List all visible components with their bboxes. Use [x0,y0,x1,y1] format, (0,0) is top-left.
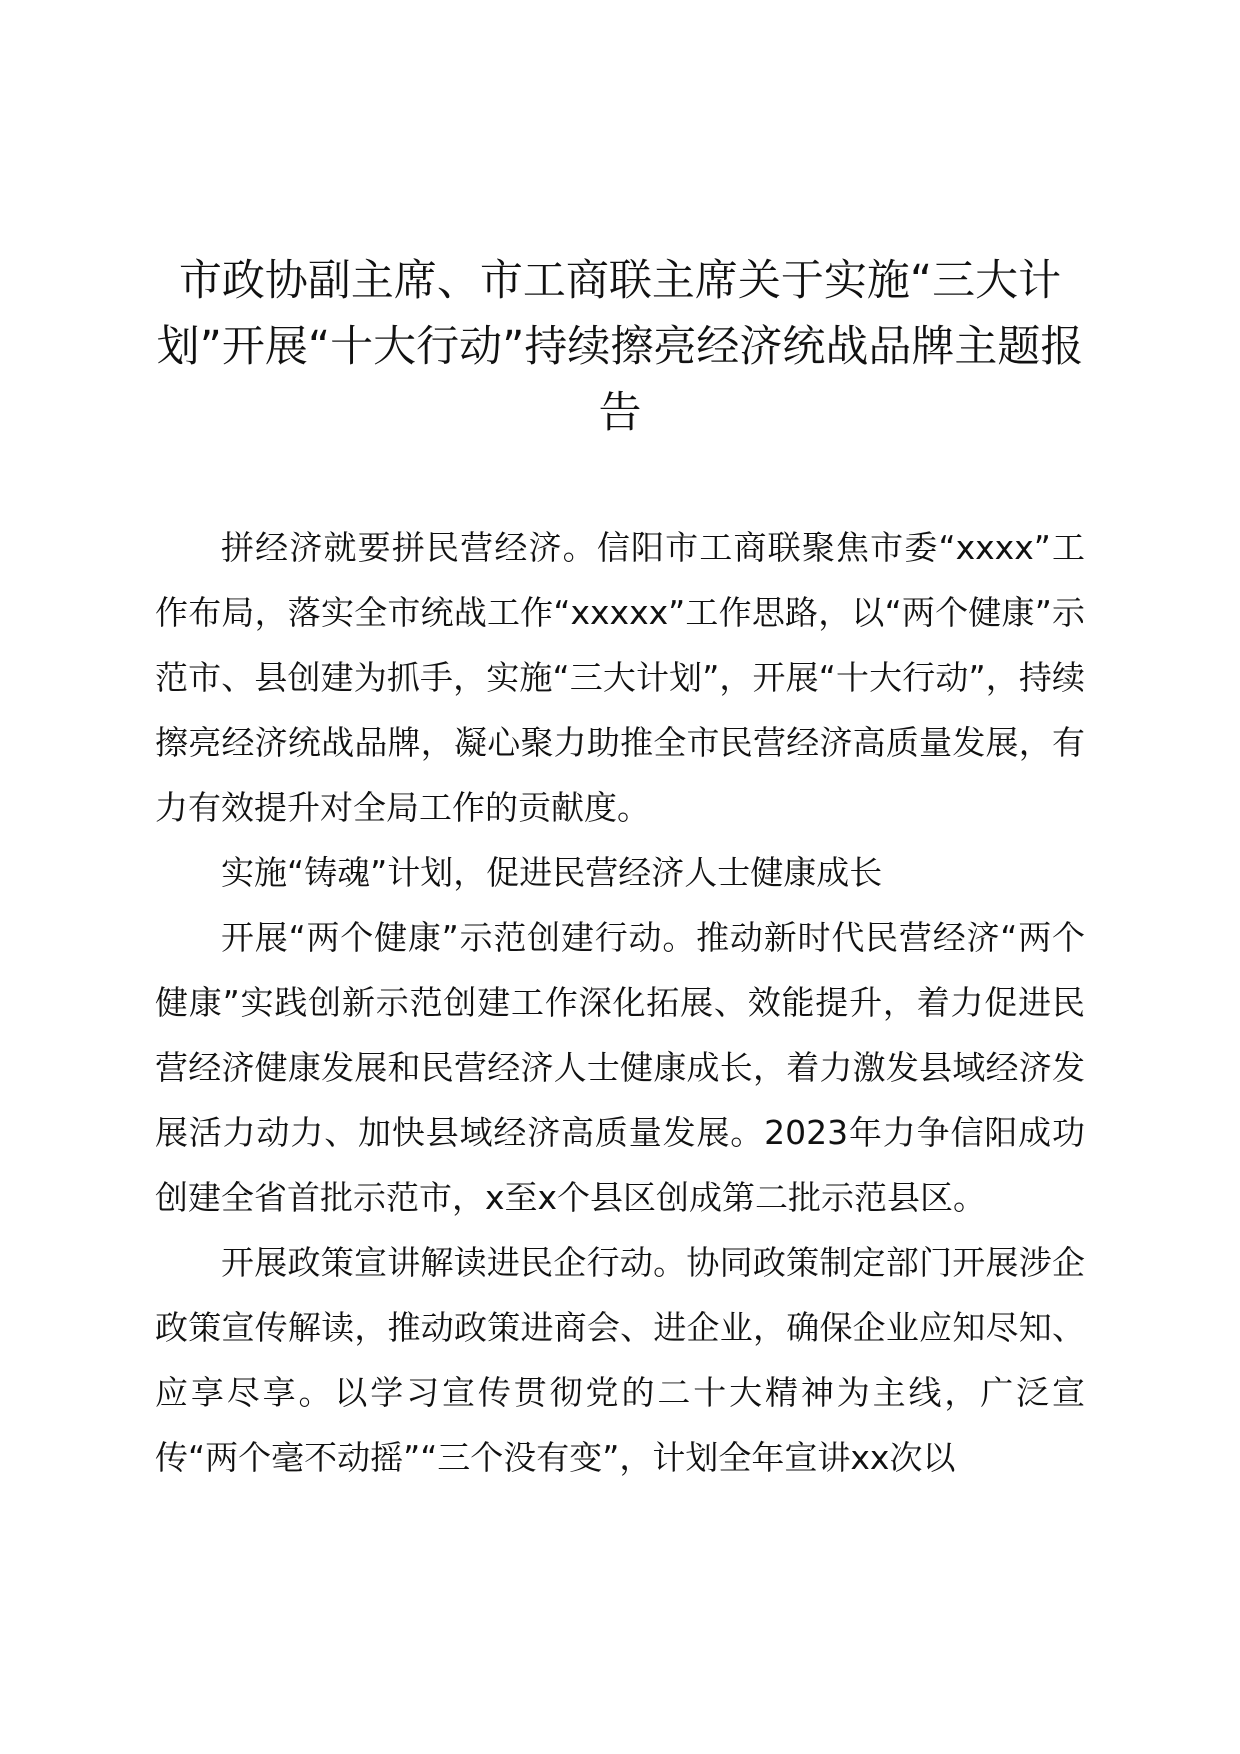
paragraph-demonstration: 开展“两个健康”示范创建行动。推动新时代民营经济“两个健康”实践创新示范创建工作深化拓展、效能提升，着力促进民营经济健康发展和民营经济人士健康成长，着力激发县域经济发展活力动力、加快县域经济高质量发展。2023年力争信阳成功创建全省首批示范市，x至x个县区创成第二批示范县区。 [155,918,1085,1217]
document-title: 市政协副主席、市工商联主席关于实施“三大计划”开展“十大行动”持续擦亮经济统战品牌主题报告 [156,256,1084,438]
paragraph-policy: 开展政策宣讲解读进民企行动。协同政策制定部门开展涉企政策宣传解读，推动政策进商会、进企业，确保企业应知尽知、应享尽享。以学习宣传贯彻党的二十大精神为主线，广泛宣传“两个毫不动摇”“三个没有变”，计划全年宣讲xx次以 [155,1243,1085,1477]
document-body [155,515,1085,1490]
section-heading: 实施“铸魂”计划，促进民营经济人士健康成长 [221,853,883,892]
paragraph-intro: 拼经济就要拼民营经济。信阳市工商联聚焦市委“xxxx”工作布局，落实全市统战工作“xxxxx”工作思路，以“两个健康”示范市、县创建为抓手，实施“三大计划”，开展“十大行动”，持续擦亮经济统战品牌，凝心聚力助推全市民营经济高质量发展，有力有效提升对全局工作的贡献度。 [155,528,1085,827]
